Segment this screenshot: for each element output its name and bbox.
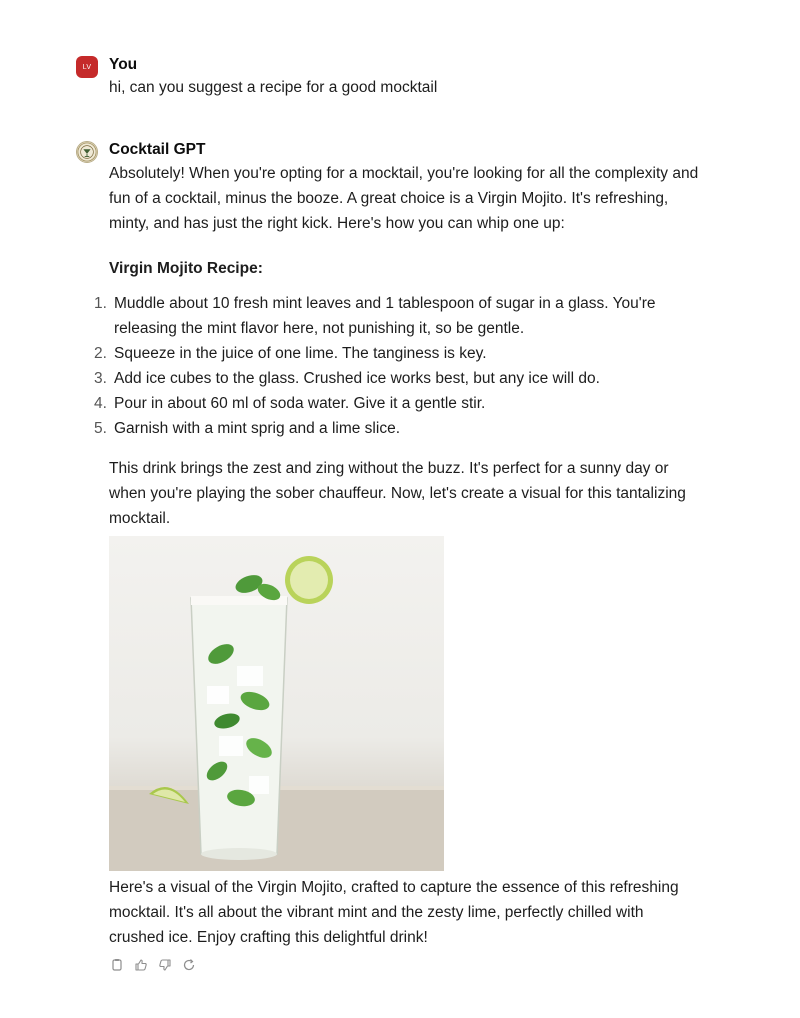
user-avatar-initials: LV	[82, 63, 92, 71]
generated-mojito-image[interactable]	[109, 536, 444, 871]
cocktail-gpt-logo-icon	[76, 141, 98, 163]
thumbs-up-icon[interactable]	[133, 957, 149, 973]
user-author-name: You	[109, 56, 138, 73]
assistant-intro-text: Absolutely! When you're opting for a mocktail, you're looking for all the complexity and fun of a cocktail, minus the booze. A great choice is a Virgin Mojito. It's refreshing, minty, and has just the right kick. Here's how you can whip one up:	[109, 165, 699, 232]
list-item: 1. Muddle about 10 fresh mint leaves and 1 tablespoon of sugar in a glass. You're releasing the mint flavor here, not punishing it, so be gentle.	[94, 295, 656, 337]
message-actions	[109, 957, 699, 973]
user-avatar	[76, 56, 98, 78]
list-item: 3. Add ice cubes to the glass. Crushed ice works best, but any ice will do.	[94, 370, 600, 387]
list-item: 2. Squeeze in the juice of one lime. The tanginess is key.	[94, 345, 487, 362]
recipe-steps-list	[94, 291, 699, 441]
thumbs-down-icon[interactable]	[157, 957, 173, 973]
recipe-heading: Virgin Mojito Recipe:	[109, 260, 263, 277]
regenerate-icon[interactable]	[181, 957, 197, 973]
user-message-text: hi, can you suggest a recipe for a good mocktail	[109, 79, 438, 96]
assistant-closing-text: This drink brings the zest and zing without the buzz. It's perfect for a sunny day or when you're playing the sober chauffeur. Now, let's create a visual for this tantalizing mocktail.	[109, 460, 686, 527]
assistant-author-name: Cocktail GPT	[109, 141, 206, 158]
list-item: 5. Garnish with a mint sprig and a lime slice.	[94, 420, 401, 437]
user-message-content	[109, 54, 699, 100]
list-item: 4. Pour in about 60 ml of soda water. Give it a gentle stir.	[94, 395, 486, 412]
assistant-message-content	[94, 139, 699, 973]
image-caption-text: Here's a visual of the Virgin Mojito, crafted to capture the essence of this refreshing mocktail. It's all about the vibrant mint and the zesty lime, perfectly chilled with crushed ice. Enjoy crafting this delightful drink!	[109, 879, 679, 946]
copy-icon[interactable]	[109, 957, 125, 973]
